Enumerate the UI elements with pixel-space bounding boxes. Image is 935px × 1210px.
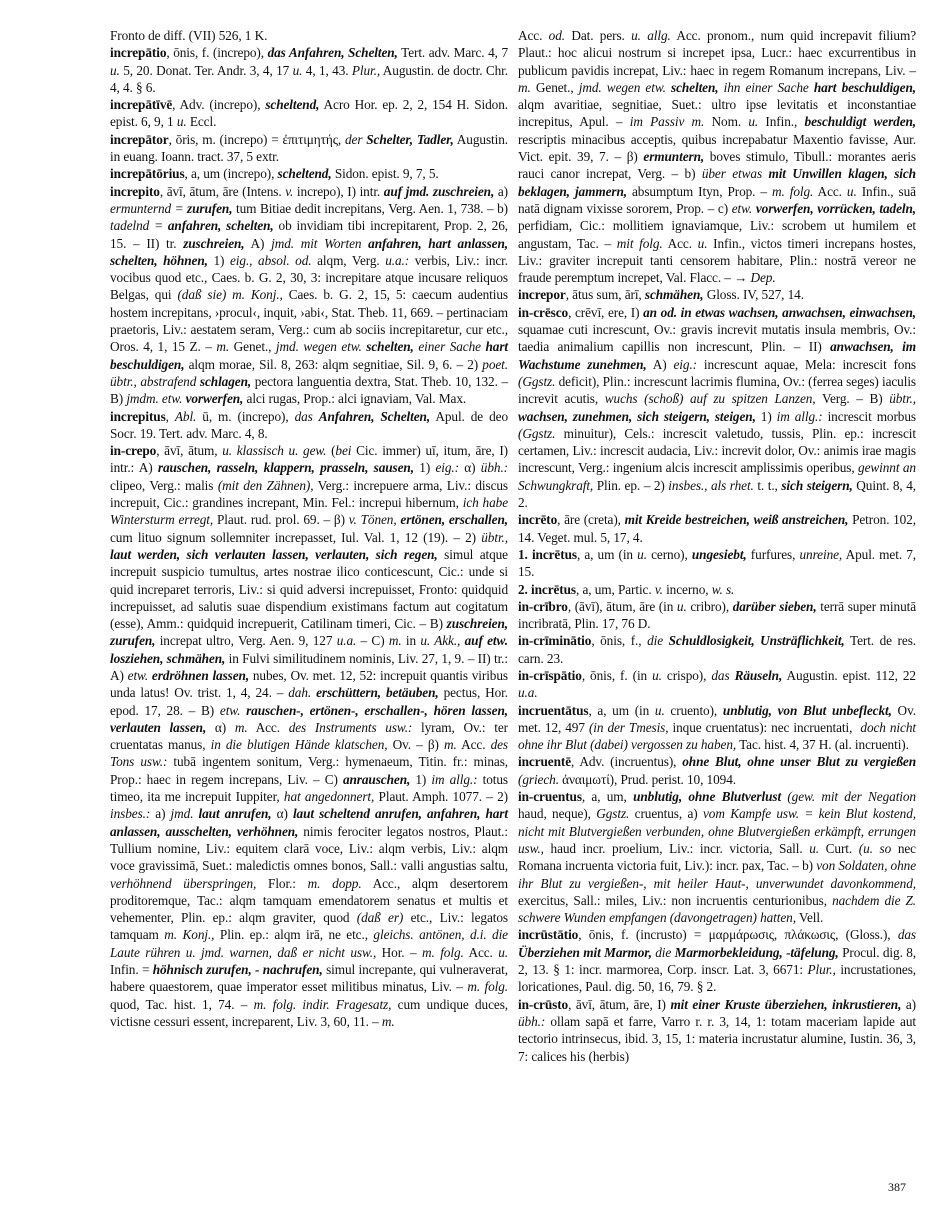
dictionary-entry: Fronto de diff. (VII) 526, 1 K. xyxy=(110,28,268,43)
dictionary-entry: increpor, ātus sum, ārī, schmähen, Gloss. IV, 527, 14. xyxy=(518,287,804,303)
dictionary-entry: in-crībro, (āvī), ātum, āre (in u. cribro), darüber sieben, terrā super minutā incribratā, Plin. 17, 76 D. xyxy=(518,598,917,632)
right-column xyxy=(518,27,916,1065)
dictionary-entry: Acc. od. Dat. pers. u. allg. Acc. pronom., num quid increpavit filium? Plaut.: hoc alicui nostrum si increpet ipsa, Lucr.: haec excurrentibus in publicum pavidis increpat, Liv.: haec in regem Romanum increpans, Liv. – m. Genet., jmd. wegen etw. schelten, ihn einer Sache hart beschuldigen, alqm avaritiae, segnitiae, Suet.: ultro ipse levitatis et inconstantiae increpitus, Apul. – im Passiv m. Nom. u. Infin., beschuldigt werden, rescriptis minacibus acceptis, quibus increpabatur Maxentio favisse, Aur. Vict. epit. 39, 7. – β) ermuntern, boves stimulo, Tibull.: morantes aeris rauci canor increpat, Verg. – b) über etwas mit Unwillen klagen, sich beklagen, jammern, absumptum Ityn, Prop. – m. folg. Acc. u. Infin., suā natā dignam vixisse sororem, Prop. – c) etw. vorwerfen, vorrücken, tadeln, perfidiam, Cic.: mollitiem ignaviamque, Liv.: scrobem ut humilem et angustam, Tac. – mit folg. Acc. u. Infin., victos timeri increpans hostes, Liv.: graviter increpuit tanti censorem habitare, Plin.: nostrā vereor ne fraude peremptum increpet, Val. Flacc. – → Dep. xyxy=(518,28,917,286)
left-column xyxy=(110,27,508,1030)
dictionary-entry: increpitus, Abl. ū, m. (increpo), das Anfahren, Schelten, Apul. de deo Socr. 19. Tert. adv. Marc. 4, 8. xyxy=(110,408,508,441)
dictionary-entry: increpātor, ōris, m. (increpo) = ἐπιτιμητής, der Schelter, Tadler, Augustin. in euang. Ioann. tract. 37, 5 extr. xyxy=(110,131,508,165)
dictionary-entry: incrēto, āre (creta), mit Kreide bestreichen, weiß anstreichen, Petron. 102, 14. Veget. mul. 5, 17, 4. xyxy=(518,512,916,545)
page-number: 387 xyxy=(888,1180,906,1194)
dictionary-entry: in-cruentus, a, um, unblutig, ohne Blutverlust (gew. mit der Negation haud, neque), Ggstz. cruentus, a) vom Kampfe usw. = kein Blut kostend, nicht mit Blutvergießen verbunden, ohne Blutvergießen erkämpft, errungen usw., haud incr. proelium, Liv.: incr. victoria, Sall. u. Curt. (u. so nec Romana incruenta victoria fuit, Liv.): incr. pax, Tac. – b) von Soldaten, ohne ihr Blut zu vergießen-, mit heiler Haut-, unverwundet davonkommend, exercitus, Sall.: miles, Liv.: non incruentis centurionibus, nachdem die Z. schwere Wunden empfangen (davongetragen) hatten, Vell. xyxy=(518,789,917,926)
dictionary-entry: in-crēsco, crēvī, ere, I) an od. in etwas wachsen, anwachsen, einwachsen, squamae cuti increscunt, Ov.: gravis increvit mutatis insula membris, Ov.: taedia animalium capillis non increscunt, Plin. – II) anwachsen, im Wachstume zunehmen, A) eig.: increscunt aquae, Mela: increscit fons (Ggstz. deficit), Plin.: increscunt lacrimis flumina, Ov.: (ferrea seges) iaculis increvit acutis, wuchs (schoß) auf zu spitzen Lanzen, Verg. – B) übtr., wachsen, zunehmen, sich steigern, steigen, 1) im allg.: increscit morbus (Ggstz. minuitur), Cels.: increscit valetudo, tussis, Plin. ep.: increscit certamen, Liv.: increscit audacia, Liv.: increvit dolor, Ov.: animis irae magis increscunt, Verg.: ingenium alcis increscit amplissimis operibus, gewinnt an Schwungkraft, Plin. ep. – 2) insbes., als rhet. t. t., sich steigern, Quint. 8, 4, 2. xyxy=(518,304,917,511)
dictionary-entry: 2. incrētus, a, um, Partic. v. incerno, w. s. xyxy=(518,581,735,597)
dictionary-entry: increpātīvē, Adv. (increpo), scheltend, Acro Hor. ep. 2, 2, 154 H. Sidon. epist. 6, 9, 1 u. Eccl. xyxy=(110,97,508,130)
dictionary-entry: increpito, āvī, ātum, āre (Intens. v. increpo), I) intr. auf jmd. zuschreien, a) ermunternd = zurufen, tum Bitiae dedit increpitans, Verg. Aen. 1, 738. – b) tadelnd = anfahren, schelten, ob invidiam tibi increpitarent, Prop. 2, 26, 15. – II) tr. zuschreien, A) jmd. mit Worten anfahren, hart anlassen, schelten, höhnen, 1) eig., absol. od. alqm, Verg. u.a.: verbis, Liv.: incr. vocibus quod etc., Caes. b. G. 2, 30, 3: increpitare atque incusare reliquos Belgas, qui (daß sie) m. Konj., Caes. b. G. 2, 15, 5: caecum audentius hostem increpitans, ›procul‹, inquit, ›abi‹, Stat. Theb. 11, 669. – pertinaciam praetoris, Liv.: aestatem seram, Verg.: cum ab sociis increpitaretur, cur etc., Oros. 4, 1, 15 Z. – m. Genet., jmd. wegen etw. schelten, einer Sache hart beschuldigen, alqm morae, Sil. 8, 263: alqm segnitiae, Sil. 9, 6. – 2) poet. übtr., abstrafend schlagen, pectora languentia dextra, Stat. Theb. 10, 132. – B) jmdm. etw. vorwerfen, alci rugas, Prop.: alci ignaviam, Val. Max. xyxy=(110,183,509,407)
dictionary-entry: 1. incrētus, a, um (in u. cerno), ungesiebt, furfures, unreine, Apul. met. 7, 15. xyxy=(518,546,916,580)
dictionary-entry: incrūstātio, ōnis, f. (incrusto) = μαρμάρωσις, πλάκωσις, (Gloss.), das Überziehen mit Marmor, die Marmorbekleidung, -täfelung, Procul. dig. 8, 2, 13. § 1: incr. marmorea, Corp. inscr. Lat. 3, 6671: Plur., incrustationes, loricationes, Paul. dig. 50, 16, 79. § 2. xyxy=(518,927,917,995)
dictionary-entry: in-crūsto, āvī, ātum, āre, I) mit einer Kruste überziehen, inkrustieren, a) übh.: ollam sapā et farre, Varro r. r. 3, 14, 1: totam maceriam lapide aut tectorio intrinsecus, ibid. 3, 15, 1: materia incrustatur alumine, Iustin. 36, 3, 7: calices his (herbis) xyxy=(518,996,916,1064)
dictionary-entry: increpātōrius, a, um (increpo), scheltend, Sidon. epist. 9, 7, 5. xyxy=(110,166,439,182)
dictionary-entry: incruentātus, a, um (in u. cruento), unblutig, von Blut unbefleckt, Ov. met. 12, 497 (in der Tmesis, inque cruentatus): nec incruentati, doch nicht ohne ihr Blut (dabei) vergossen zu haben, Tac. hist. 4, 37 H. (al. incruenti). xyxy=(518,702,916,753)
dictionary-entry: in-crepo, āvī, ātum, u. klassisch u. gew. (bei Cic. immer) uī, itum, āre, I) intr.: A) rauschen, rasseln, klappern, prasseln, sausen, 1) eig.: α) übh.: clipeo, Verg.: malis (mit den Zähnen), Verg.: increpuere arma, Liv.: discus increpuit, Cic.: grandines increpant, Min. Fel.: increpui hibernum, ich habe Wintersturm erregt, Plaut. rud. prol. 69. – β) v. Tönen, ertönen, erschallen, cum lituo signum sollemniter increpasset, Iul. Val. 1, 12 (19). – 2) übtr., laut werden, sich verlauten lassen, verlauten, sich regen, simul atque increpuit suspicio tumultus, artes nostrae ilico conticescunt, Cic.: unde si quid increparet terroris, Liv.: si quid adversi increpuisset, Fronto: quidquid increpuisset, ad salutis suae dispendium existimans factum aut cogitatum (esse), Amm.: quidquid increpuerit, Catilinam timeri, Cic. – B) zuschreien, zurufen, increpat ultro, Verg. Aen. 9, 127 u.a. – C) m. in u. Akk., auf etw. losziehen, schmähen, in Fulvi similitudinem nominis, Liv. 27, 1, 9. – II) tr.: A) etw. erdröhnen lassen, nubes, Ov. met. 12, 52: increpuit quantis viribus unda latus! Ov. trist. 1, 4, 24. – dah. erschüttern, betäuben, pectus, Hor. epod. 17, 28. – B) etw. rauschen-, ertönen-, erschallen-, hören lassen, verlauten lassen, α) m. Acc. des Instruments usw.: lyram, Ov.: ter cruentatas manus, in die blutigen Hände klatschen, Ov. – β) m. Acc. des Tons usw.: tubā ingentem sonitum, Verg.: hymenaeum, Titin. fr.: minas, Prop.: haec in regem increpans, Liv. – C) anrauschen, 1) im allg.: totus timeo, ita me increpuit Iuppiter, hat angedonnert, Plaut. Amph. 1077. – 2) insbes.: a) jmd. laut anrufen, α) laut scheltend anrufen, anfahren, hart anlassen, ausschelten, verhöhnen, nimis ferociter legatos nostros, Plaut.: Tullium nomine, Liv.: equitem clarā voce, Liv.: alqm verbis, Liv.: alqm voce gravissimā, Suet.: maledictis omnes bonos, Sall.: valli angustias saltu, verhöhnend überspringen, Flor.: m. dopp. Acc., alqm desertorem proditoremque, Tac.: alqm tamquam emendatorem senatus et multis et vehementer, Plin. ep.: alqm graviter, quod (daß er) etc., Liv.: legatos tamquam m. Konj., Plin. ep.: alqm irā, ne etc., gleichs. antönen, d.i. die Laute rühren u. jmd. warnen, daß er nicht usw., Hor. – m. folg. Acc. u. Infin. = höhnisch zurufen, - nachrufen, simul increpante, qui vulneraverat, habere quaestorem, quae imperator esset militibus minatus, Liv. – m. folg. quod, Tac. hist. 1, 74. – m. folg. indir. Fragesatz, cum undique duces, victisne cessuri essent, increparent, Liv. 3, 60, 11. – m. xyxy=(110,443,509,1029)
dictionary-entry: incruentē, Adv. (incruentus), ohne Blut, ohne unser Blut zu vergießen (griech. ἀναιμωτί), Prud. perist. 10, 1094. xyxy=(518,754,916,787)
dictionary-entry: in-crīminātio, ōnis, f., die Schuldlosigkeit, Unsträflichkeit, Tert. de res. carn. 23. xyxy=(518,633,916,666)
dictionary-entry: increpātio, ōnis, f. (increpo), das Anfahren, Schelten, Tert. adv. Marc. 4, 7 u. 5, 20. Donat. Ter. Andr. 3, 4, 17 u. 4, 1, 43. Plur., Augustin. de doctr. Chr. 4, 4. § 6. xyxy=(110,45,508,95)
dictionary-entry: in-crīspātio, ōnis, f. (in u. crispo), das Räuseln, Augustin. epist. 112, 22 u.a. xyxy=(518,667,916,701)
